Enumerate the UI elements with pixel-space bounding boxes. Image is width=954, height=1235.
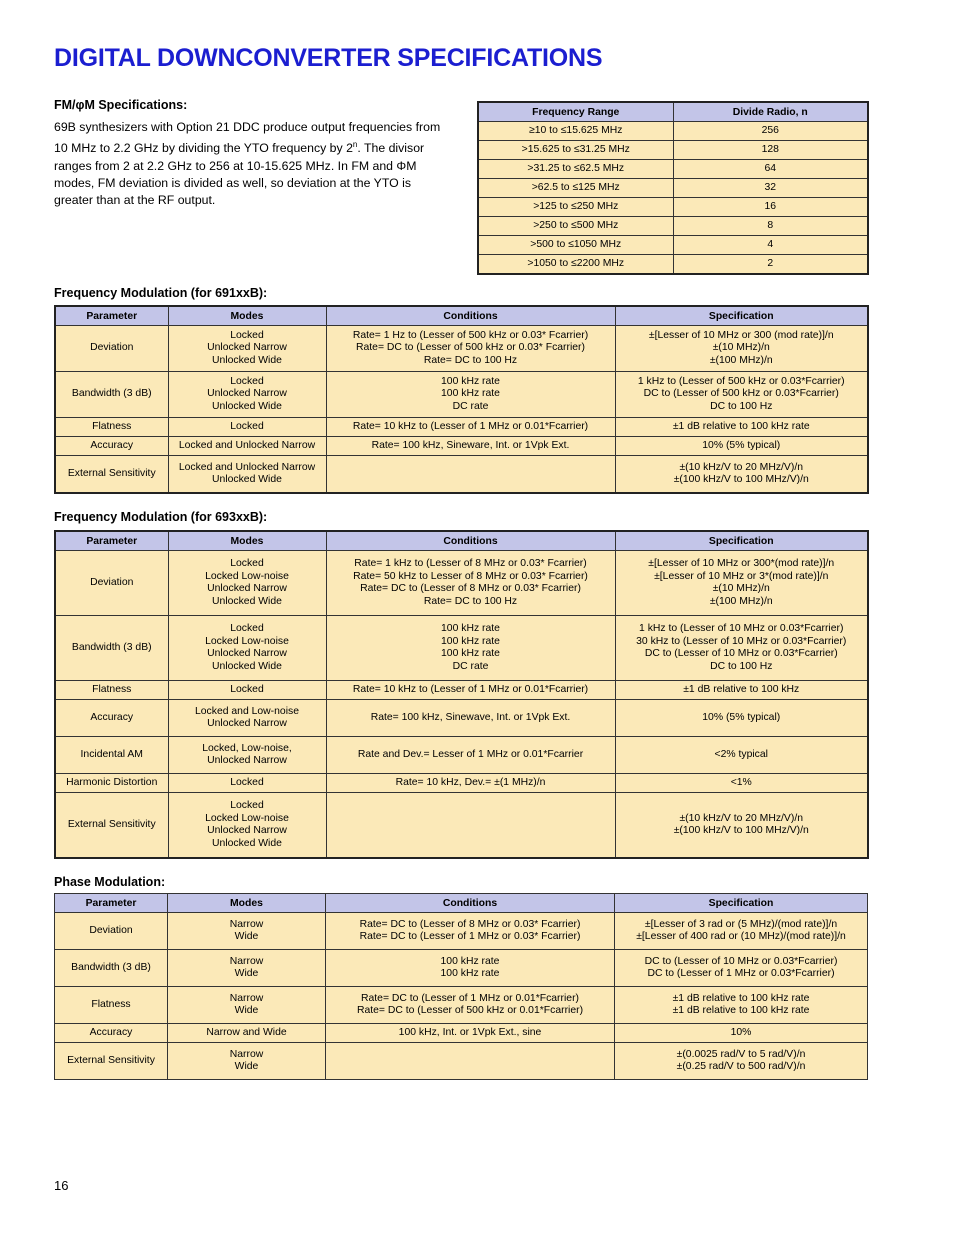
cell-specification: 10%: [615, 1024, 868, 1043]
cell-modes: Locked Locked Low-noise Unlocked Narrow Unlocked Wide: [168, 793, 326, 859]
table-row: [55, 950, 868, 987]
cell-conditions: Rate= 1 Hz to (Lesser of 500 kHz or 0.03* Fcarrier) Rate= DC to (Lesser of 500 kHz or 0.03* Fcarrier) Rate= DC to 100 Hz: [326, 326, 615, 372]
page-title: DIGITAL DOWNCONVERTER SPECIFICATIONS: [54, 44, 603, 72]
cell-parameter: Accuracy: [55, 700, 168, 737]
cell-modes: Narrow Wide: [168, 913, 326, 950]
cell-parameter: Flatness: [55, 987, 168, 1024]
cell-modes: Narrow Wide: [168, 950, 326, 987]
column-header-conditions: Conditions: [326, 531, 615, 551]
cell-modes: Locked: [168, 774, 326, 793]
cell-conditions: Rate= 100 kHz, Sineware, Int. or 1Vpk Ext.: [326, 437, 615, 456]
cell-parameter: Incidental AM: [55, 737, 168, 774]
cell-specification: <1%: [615, 774, 868, 793]
cell-conditions: Rate= 100 kHz, Sinewave, Int. or 1Vpk Ext.: [326, 700, 615, 737]
cell-specification: ±[Lesser of 10 MHz or 300 (mod rate)]/n ±(10 MHz)/n ±(100 MHz)/n: [615, 326, 868, 372]
table-row: [55, 700, 868, 737]
table-row: [55, 1043, 868, 1080]
table-row: [478, 236, 868, 255]
fm-spec-body-text-rest: . The divisor ranges from 2 at 2.2 GHz to 256 at 10-15.625 MHz. In FM and ΦM modes, FM deviation is divided as well, so deviation at the YTO is greater than at the RF output.: [54, 141, 425, 208]
cell-parameter: Deviation: [55, 551, 168, 616]
divide-ratio-table: [477, 101, 869, 275]
cell-specification: ±(10 kHz/V to 20 MHz/V)/n ±(100 kHz/V to 100 MHz/V)/n: [615, 456, 868, 494]
column-header-parameter: Parameter: [55, 306, 168, 326]
cell-divide-ratio: 256: [673, 122, 868, 141]
table-row: [55, 987, 868, 1024]
table-row: [55, 681, 868, 700]
cell-frequency-range: >15.625 to ≤31.25 MHz: [478, 141, 673, 160]
column-header-frequency-range: Frequency Range: [478, 102, 673, 122]
cell-specification: 1 kHz to (Lesser of 10 MHz or 0.03*Fcarrier) 30 kHz to (Lesser of 10 MHz or 0.03*Fcarrier) DC to (Lesser of 10 MHz or 0.03*Fcarrier) DC to 100 Hz: [615, 616, 868, 681]
cell-conditions: 100 kHz rate 100 kHz rate DC rate: [326, 372, 615, 418]
cell-divide-ratio: 4: [673, 236, 868, 255]
column-header-specification: Specification: [615, 894, 868, 913]
table-row: [55, 913, 868, 950]
fm-spec-body: [54, 119, 449, 210]
cell-modes: Locked: [168, 418, 326, 437]
fm691-title: Frequency Modulation (for 691xxB):: [54, 286, 268, 300]
table-header-row: [55, 531, 868, 551]
cell-parameter: Deviation: [55, 913, 168, 950]
cell-parameter: External Sensitivity: [55, 456, 168, 494]
fm-spec-body-text: 69B synthesizers with Option 21 DDC produce output frequencies from 10 MHz to 2.2 GHz by dividing the YTO frequency by 2: [54, 120, 441, 156]
table-row: [55, 616, 868, 681]
cell-modes: Narrow Wide: [168, 987, 326, 1024]
cell-modes: Locked Unlocked Narrow Unlocked Wide: [168, 372, 326, 418]
cell-parameter: Accuracy: [55, 437, 168, 456]
cell-specification: 1 kHz to (Lesser of 500 kHz or 0.03*Fcarrier) DC to (Lesser of 500 kHz or 0.03*Fcarrier) DC to 100 Hz: [615, 372, 868, 418]
cell-divide-ratio: 2: [673, 255, 868, 275]
table-row: [478, 179, 868, 198]
cell-specification: 10% (5% typical): [615, 700, 868, 737]
cell-parameter: Flatness: [55, 418, 168, 437]
cell-divide-ratio: 32: [673, 179, 868, 198]
cell-modes: Locked Unlocked Narrow Unlocked Wide: [168, 326, 326, 372]
table-row: [478, 198, 868, 217]
cell-specification: ±1 dB relative to 100 kHz rate: [615, 418, 868, 437]
cell-conditions: Rate= 1 kHz to (Lesser of 8 MHz or 0.03* Fcarrier) Rate= 50 kHz to Lesser of 8 MHz or 0.03* Fcarrier) Rate= DC to (Lesser of 8 MHz or 0.03* Fcarrier) Rate= DC to 100 Hz: [326, 551, 615, 616]
cell-frequency-range: >250 to ≤500 MHz: [478, 217, 673, 236]
pm-title: Phase Modulation:: [54, 875, 166, 889]
cell-frequency-range: >1050 to ≤2200 MHz: [478, 255, 673, 275]
cell-specification: ±(0.0025 rad/V to 5 rad/V)/n ±(0.25 rad/V to 500 rad/V)/n: [615, 1043, 868, 1080]
table-row: [478, 122, 868, 141]
table-row: [55, 372, 868, 418]
fm693-table: [54, 530, 869, 859]
fm-spec-superscript: n: [352, 140, 358, 150]
cell-specification: ±1 dB relative to 100 kHz: [615, 681, 868, 700]
cell-parameter: Deviation: [55, 326, 168, 372]
cell-parameter: Bandwidth (3 dB): [55, 372, 168, 418]
cell-parameter: Accuracy: [55, 1024, 168, 1043]
cell-conditions: [326, 793, 615, 859]
cell-conditions: Rate= 10 kHz, Dev.= ±(1 MHz)/n: [326, 774, 615, 793]
cell-specification: 10% (5% typical): [615, 437, 868, 456]
cell-specification: ±[Lesser of 10 MHz or 300*(mod rate)]/n ±[Lesser of 10 MHz or 3*(mod rate)]/n ±(10 MHz)/n ±(100 MHz)/n: [615, 551, 868, 616]
cell-divide-ratio: 16: [673, 198, 868, 217]
cell-parameter: Flatness: [55, 681, 168, 700]
cell-modes: Narrow Wide: [168, 1043, 326, 1080]
cell-parameter: External Sensitivity: [55, 793, 168, 859]
column-header-specification: Specification: [615, 531, 868, 551]
cell-specification: DC to (Lesser of 10 MHz or 0.03*Fcarrier) DC to (Lesser of 1 MHz or 0.03*Fcarrier): [615, 950, 868, 987]
column-header-modes: Modes: [168, 306, 326, 326]
cell-divide-ratio: 128: [673, 141, 868, 160]
cell-specification: <2% typical: [615, 737, 868, 774]
table-row: [55, 551, 868, 616]
table-row: [55, 774, 868, 793]
cell-conditions: Rate= 10 kHz to (Lesser of 1 MHz or 0.01*Fcarrier): [326, 681, 615, 700]
pm-table: [54, 893, 868, 1080]
cell-conditions: 100 kHz rate 100 kHz rate 100 kHz rate DC rate: [326, 616, 615, 681]
cell-parameter: Bandwidth (3 dB): [55, 616, 168, 681]
cell-divide-ratio: 8: [673, 217, 868, 236]
column-header-parameter: Parameter: [55, 531, 168, 551]
cell-frequency-range: >125 to ≤250 MHz: [478, 198, 673, 217]
table-row: [55, 326, 868, 372]
cell-modes: Locked and Low-noise Unlocked Narrow: [168, 700, 326, 737]
cell-conditions: Rate= DC to (Lesser of 8 MHz or 0.03* Fcarrier) Rate= DC to (Lesser of 1 MHz or 0.03* Fcarrier): [326, 913, 615, 950]
cell-parameter: External Sensitivity: [55, 1043, 168, 1080]
fm693-title: Frequency Modulation (for 693xxB):: [54, 510, 268, 524]
table-row: [55, 737, 868, 774]
cell-frequency-range: ≥10 to ≤15.625 MHz: [478, 122, 673, 141]
table-row: [55, 1024, 868, 1043]
cell-specification: ±1 dB relative to 100 kHz rate ±1 dB relative to 100 kHz rate: [615, 987, 868, 1024]
table-row: [478, 141, 868, 160]
table-header-row: [478, 102, 868, 122]
cell-frequency-range: >62.5 to ≤125 MHz: [478, 179, 673, 198]
table-row: [478, 255, 868, 275]
fm-spec-heading: FM/φM Specifications:: [54, 98, 188, 112]
table-row: [55, 793, 868, 859]
table-row: [55, 456, 868, 494]
cell-modes: Locked and Unlocked Narrow Unlocked Wide: [168, 456, 326, 494]
column-header-parameter: Parameter: [55, 894, 168, 913]
cell-specification: ±(10 kHz/V to 20 MHz/V)/n ±(100 kHz/V to 100 MHz/V)/n: [615, 793, 868, 859]
column-header-modes: Modes: [168, 531, 326, 551]
table-row: [55, 418, 868, 437]
cell-modes: Narrow and Wide: [168, 1024, 326, 1043]
cell-conditions: [326, 456, 615, 494]
table-row: [478, 160, 868, 179]
fm691-table: [54, 305, 869, 494]
page-number: 16: [54, 1178, 69, 1193]
cell-divide-ratio: 64: [673, 160, 868, 179]
cell-conditions: [326, 1043, 615, 1080]
cell-modes: Locked Locked Low-noise Unlocked Narrow Unlocked Wide: [168, 551, 326, 616]
cell-conditions: Rate= DC to (Lesser of 1 MHz or 0.01*Fcarrier) Rate= DC to (Lesser of 500 kHz or 0.01*Fcarrier): [326, 987, 615, 1024]
cell-frequency-range: >500 to ≤1050 MHz: [478, 236, 673, 255]
cell-modes: Locked Locked Low-noise Unlocked Narrow Unlocked Wide: [168, 616, 326, 681]
column-header-modes: Modes: [168, 894, 326, 913]
cell-conditions: 100 kHz rate 100 kHz rate: [326, 950, 615, 987]
cell-parameter: Bandwidth (3 dB): [55, 950, 168, 987]
cell-specification: ±[Lesser of 3 rad or (5 MHz)/(mod rate)]/n ±[Lesser of 400 rad or (10 MHz)/(mod rate)]/n: [615, 913, 868, 950]
table-row: [478, 217, 868, 236]
table-header-row: [55, 894, 868, 913]
cell-modes: Locked and Unlocked Narrow: [168, 437, 326, 456]
table-row: [55, 437, 868, 456]
cell-conditions: 100 kHz, Int. or 1Vpk Ext., sine: [326, 1024, 615, 1043]
cell-conditions: Rate= 10 kHz to (Lesser of 1 MHz or 0.01*Fcarrier): [326, 418, 615, 437]
cell-modes: Locked, Low-noise, Unlocked Narrow: [168, 737, 326, 774]
cell-parameter: Harmonic Distortion: [55, 774, 168, 793]
column-header-conditions: Conditions: [326, 306, 615, 326]
cell-modes: Locked: [168, 681, 326, 700]
column-header-conditions: Conditions: [326, 894, 615, 913]
column-header-divide-ratio: Divide Radio, n: [673, 102, 868, 122]
cell-conditions: Rate and Dev.= Lesser of 1 MHz or 0.01*Fcarrier: [326, 737, 615, 774]
cell-frequency-range: >31.25 to ≤62.5 MHz: [478, 160, 673, 179]
table-header-row: [55, 306, 868, 326]
column-header-specification: Specification: [615, 306, 868, 326]
